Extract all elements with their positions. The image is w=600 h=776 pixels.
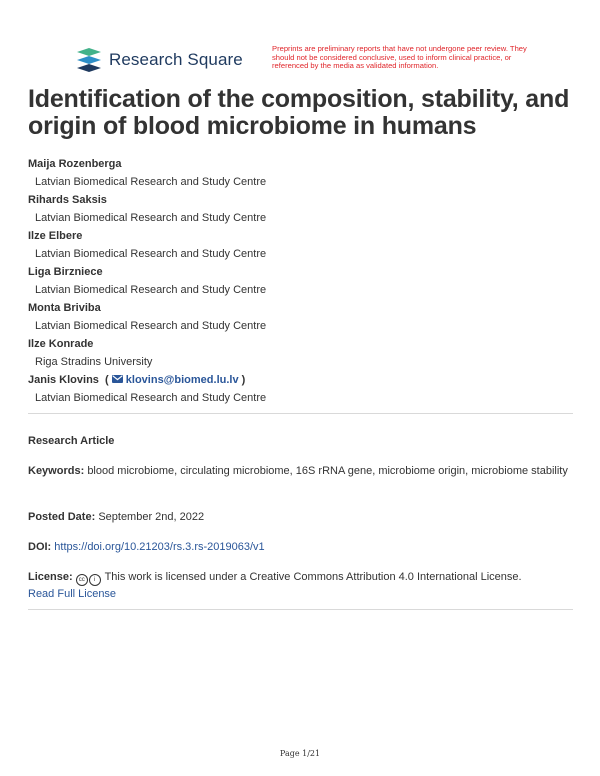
read-full-license-link[interactable]: Read Full License	[28, 588, 117, 600]
research-square-logo-icon	[75, 48, 103, 72]
author-name: Ilze Konrade	[28, 338, 94, 350]
author-name: Maija Rozenberga	[28, 158, 122, 170]
posted-date-value: September 2nd, 2022	[98, 511, 205, 523]
author-name: Monta Briviba	[28, 302, 101, 314]
author-item	[28, 155, 568, 191]
divider	[28, 413, 573, 414]
attribution-icon: i	[89, 574, 101, 586]
preprint-notice: Preprints are preliminary reports that have not undergone peer review. They should not be considered conclusive, used to inform clinical practice, or referenced by the media as validated information.	[272, 44, 527, 71]
author-name: Ilze Elbere	[28, 230, 83, 242]
corresponding-author	[28, 371, 568, 407]
article-type: Research Article	[28, 435, 115, 447]
author-name: Janis Klovins	[28, 374, 99, 386]
email-link[interactable]	[112, 374, 242, 386]
author-item	[28, 335, 568, 371]
author-affiliation: Latvian Biomedical Research and Study Centre	[35, 392, 267, 404]
license-label: License:	[28, 571, 73, 583]
doi	[28, 539, 573, 556]
license	[28, 569, 573, 603]
author-name: Liga Birzniece	[28, 266, 103, 278]
paren-close: )	[241, 374, 246, 386]
author-affiliation: Riga Stradins University	[35, 356, 153, 368]
author-affiliation: Latvian Biomedical Research and Study Centre	[35, 176, 267, 188]
author-item	[28, 299, 568, 335]
keywords-label: Keywords:	[28, 465, 85, 477]
email-address: klovins@biomed.lu.lv	[125, 374, 239, 386]
paper-title: Identification of the composition, stability, and origin of blood microbiome in humans	[28, 85, 570, 140]
logo-wordmark: Research Square	[109, 50, 243, 69]
author-affiliation: Latvian Biomedical Research and Study Centre	[35, 212, 267, 224]
author-list	[28, 155, 568, 407]
page-number: Page 1/21	[279, 749, 321, 758]
keywords	[28, 463, 573, 480]
author-affiliation: Latvian Biomedical Research and Study Centre	[35, 248, 267, 260]
posted-date-label: Posted Date:	[28, 511, 96, 523]
research-square-logo[interactable]	[75, 48, 243, 72]
keywords-value: blood microbiome, circulating microbiome, 16S rRNA gene, microbiome origin, microbiome stability	[87, 465, 568, 477]
posted-date	[28, 509, 573, 526]
divider	[28, 609, 573, 610]
author-item	[28, 263, 568, 299]
doi-link[interactable]: https://doi.org/10.21203/rs.3.rs-2019063/v1	[54, 541, 265, 553]
author-item	[28, 191, 568, 227]
author-name: Rihards Saksis	[28, 194, 107, 206]
author-affiliation: Latvian Biomedical Research and Study Centre	[35, 320, 267, 332]
paren-open: (	[104, 374, 109, 386]
doi-label: DOI:	[28, 541, 52, 553]
envelope-icon	[112, 375, 123, 383]
license-value: This work is licensed under a Creative Commons Attribution 4.0 International License.	[104, 571, 522, 583]
cc-icon: cc	[76, 574, 88, 586]
author-affiliation: Latvian Biomedical Research and Study Centre	[35, 284, 267, 296]
author-item	[28, 227, 568, 263]
